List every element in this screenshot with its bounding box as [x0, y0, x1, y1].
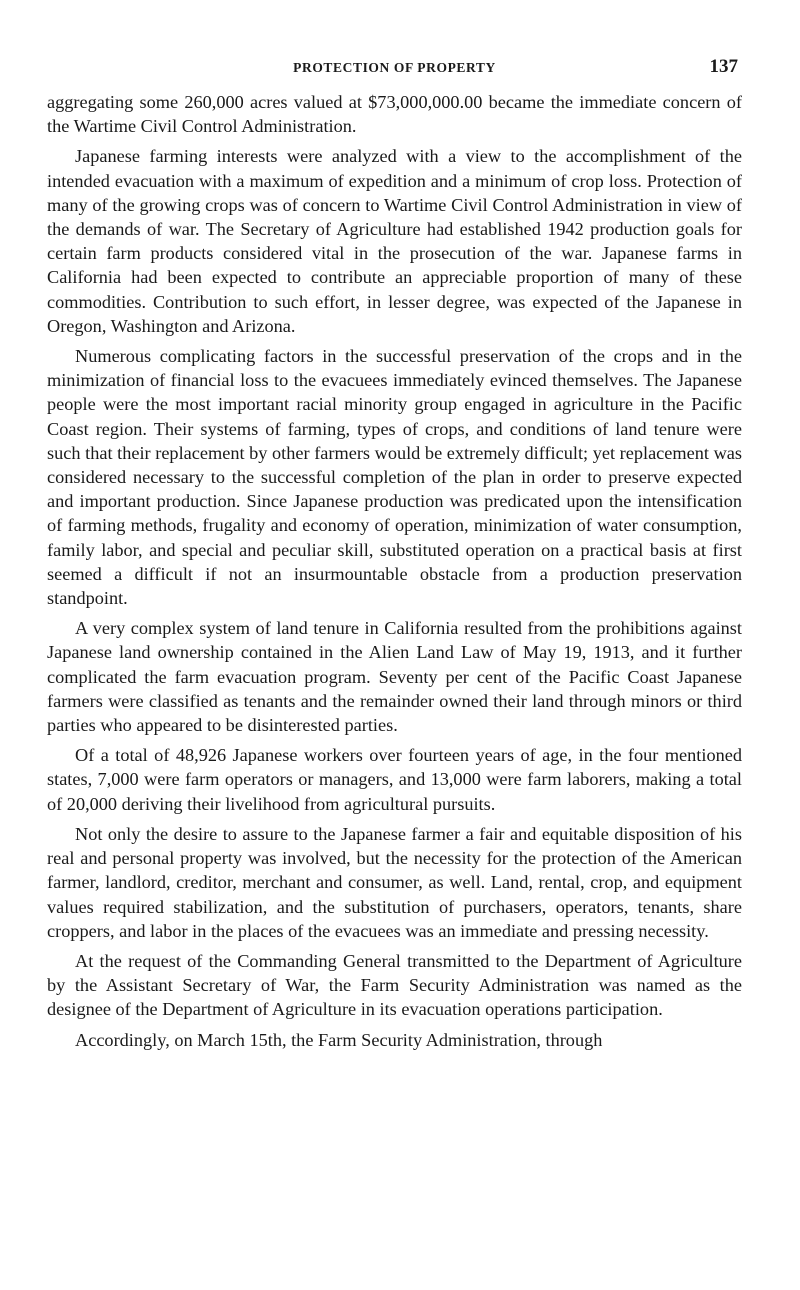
running-title: PROTECTION OF PROPERTY: [293, 60, 496, 75]
paragraph-march-15th: Accordingly, on March 15th, the Farm Security Administration, through: [75, 1029, 603, 1050]
page-number: 137: [709, 56, 738, 77]
paragraph-workers-total: Of a total of 48,926 Japanese workers over fourteen years of age, in the four mentioned states, 7,000 were farm operators or managers, and 13,000 were farm laborers, making a total of 20,000 deriving their livelihood from agricultural pursuits.: [47, 745, 742, 814]
document-page: [47, 50, 742, 1058]
paragraph-land-tenure: A very complex system of land tenure in California resulted from the prohibitions against Japanese land ownership contained in the Alien Land Law of May 19, 1913, and it further complicated the farm evacuation program. Seventy per cent of the Pacific Coast Japanese farmers were classified as tenants and the remainder owned their land through minors or third parties who appeared to be disinterested parties.: [47, 618, 742, 736]
body-text: [47, 90, 742, 1052]
paragraph-complicating-factors: Numerous complicating factors in the successful preservation of the crops and in the minimization of financial loss to the evacuees immediately evinced themselves. The Japanese people were the most important racial minority group engaged in agriculture in the Pacific Coast region. Their systems of farming, types of crops, and conditions of land tenure were such that their replacement by other farmers would be extremely difficult; yet replacement was considered necessary to the successful completion of the plan in order to preserve expected and important production. Since Japanese production was predicated upon the intensification of farming methods, frugality and economy of operation, minimization of water consumption, family labor, and special and peculiar skill, substituted operation on a practical basis at first seemed a difficult if not an insurmountable obstacle from a production preservation standpoint.: [47, 346, 742, 609]
running-header: [47, 50, 742, 90]
paragraph-farming-interests: Japanese farming interests were analyzed with a view to the accomplishment of the intended evacuation with a maximum of expedition and a minimum of crop loss. Protection of many of the growing crops was of concern to Wartime Civil Control Administration in view of the demands of war. The Secretary of Agriculture had established 1942 production goals for certain farm products considered vital in the prosecution of the war. Japanese farms in California had been expected to contribute an appreciable proportion of many of these commodities. Contribution to such effort, in lesser degree, was expected of the Japanese in Oregon, Washington and Arizona.: [47, 146, 742, 336]
paragraph-commanding-general-request: At the request of the Commanding General transmitted to the Department of Agriculture by the Assistant Secretary of War, the Farm Security Administration was named as the designee of the Department of Agriculture in its evacuation operations participation.: [47, 950, 742, 1020]
paragraph-property-protection: Not only the desire to assure to the Japanese farmer a fair and equitable disposition of his real and personal property was involved, but the necessity for the protection of the American farmer, landlord, creditor, merchant and consumer, as well. Land, rental, crop, and equipment values required stabilization, and the substitution of purchasers, operators, tenants, share croppers, and labor in the places of the evacuees was an immediate and pressing necessity.: [47, 823, 742, 941]
paragraph-continuation: aggregating some 260,000 acres valued at $73,000,000.00 became the immediate concern of the Wartime Civil Control Administration.: [47, 92, 742, 137]
